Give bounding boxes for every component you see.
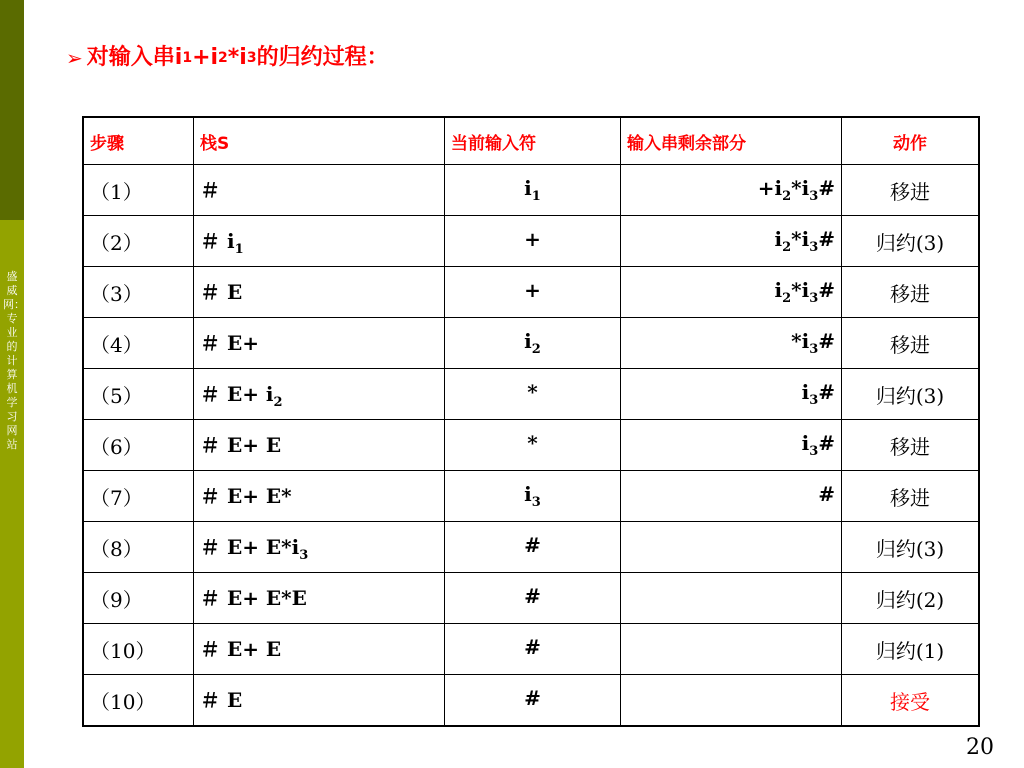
step-cell — [83, 165, 194, 216]
table-row — [83, 573, 979, 624]
remaining-input-cell — [621, 471, 842, 522]
step-cell — [83, 471, 194, 522]
step-label: （6） — [90, 434, 143, 459]
stack-cell — [194, 267, 445, 318]
table-header-row — [83, 117, 979, 165]
rest-part: # — [818, 482, 835, 506]
step-cell — [83, 318, 194, 369]
header-stack: 栈S — [194, 117, 445, 165]
action-cell — [842, 165, 980, 216]
stack-subscript: 1 — [234, 242, 244, 257]
title-prefix: 对输入串i — [86, 45, 183, 70]
stack-cell — [194, 471, 445, 522]
rest-part: # — [818, 227, 835, 251]
step-label: （8） — [90, 536, 143, 561]
title-mid-2: *i — [227, 45, 247, 70]
action-label: 移进 — [890, 485, 930, 510]
stack-cell — [194, 573, 445, 624]
stack-subscript: 3 — [299, 548, 309, 563]
title-suffix: 的归约过程： — [256, 45, 389, 70]
title-sub-2: 2 — [218, 50, 228, 66]
remaining-input-cell — [621, 624, 842, 675]
stack-label: ＃ E+ E* — [200, 484, 292, 508]
action-label: 归约(3) — [875, 230, 945, 255]
stack-cell — [194, 624, 445, 675]
remaining-input-cell — [621, 573, 842, 624]
remaining-input-cell — [621, 522, 842, 573]
step-label: （2） — [90, 230, 143, 255]
header-remaining-input: 输入串剩余部分 — [621, 117, 842, 165]
rest-subscript: 2 — [782, 240, 792, 255]
stack-cell — [194, 675, 445, 727]
step-label: （5） — [90, 383, 143, 408]
step-cell — [83, 420, 194, 471]
stack-cell — [194, 420, 445, 471]
input-label: # — [524, 686, 541, 710]
step-label: （7） — [90, 485, 143, 510]
input-label: # — [524, 635, 541, 659]
remaining-input-cell — [621, 318, 842, 369]
current-input-cell — [445, 471, 621, 522]
action-label: 移进 — [890, 281, 930, 306]
rest-part: # — [818, 278, 835, 302]
table-row — [83, 675, 979, 727]
action-label: 归约(3) — [875, 383, 945, 408]
action-label: 接受 — [890, 689, 930, 714]
stack-label: ＃ E+ E*E — [200, 586, 307, 610]
rest-part: *i — [791, 176, 810, 200]
input-label: + — [524, 278, 541, 302]
action-cell — [842, 624, 980, 675]
step-cell — [83, 675, 194, 727]
current-input-cell — [445, 573, 621, 624]
step-cell — [83, 369, 194, 420]
header-step: 步骤 — [83, 117, 194, 165]
current-input-cell — [445, 624, 621, 675]
step-label: （1） — [90, 179, 143, 204]
stack-label: ＃ E+ E*i — [200, 535, 300, 559]
action-cell — [842, 369, 980, 420]
table-row — [83, 624, 979, 675]
step-label: （10） — [90, 689, 156, 714]
rest-part: # — [818, 176, 835, 200]
slide-title — [66, 38, 389, 78]
rest-part: i — [774, 278, 783, 302]
action-cell — [842, 471, 980, 522]
action-cell — [842, 573, 980, 624]
input-label: i — [524, 482, 532, 506]
stack-subscript: 2 — [273, 395, 283, 410]
action-cell — [842, 267, 980, 318]
current-input-cell — [445, 165, 621, 216]
rest-part: *i — [791, 278, 810, 302]
step-label: （3） — [90, 281, 143, 306]
stack-label: ＃ — [200, 178, 220, 202]
table-row — [83, 267, 979, 318]
current-input-cell — [445, 522, 621, 573]
rest-subscript: 3 — [809, 342, 819, 357]
rest-part: # — [818, 329, 835, 353]
rest-part: # — [818, 380, 835, 404]
rest-subscript: 2 — [782, 189, 792, 204]
table-row — [83, 165, 979, 216]
table-row — [83, 369, 979, 420]
remaining-input-cell — [621, 369, 842, 420]
input-label: * — [527, 380, 538, 404]
rest-subscript: 3 — [809, 444, 819, 459]
input-label: # — [524, 584, 541, 608]
action-label: 归约(3) — [875, 536, 945, 561]
title-sub-1: 1 — [182, 50, 193, 66]
rest-part: i — [801, 380, 810, 404]
action-cell — [842, 522, 980, 573]
current-input-cell — [445, 318, 621, 369]
step-label: （10） — [90, 638, 156, 663]
input-label: * — [527, 431, 538, 455]
action-cell — [842, 675, 980, 727]
title-sub-3: 3 — [246, 50, 257, 66]
current-input-cell — [445, 216, 621, 267]
current-input-cell — [445, 369, 621, 420]
header-action: 动作 — [842, 117, 980, 165]
remaining-input-cell — [621, 420, 842, 471]
table-row — [83, 522, 979, 573]
step-cell — [83, 267, 194, 318]
step-label: （4） — [90, 332, 143, 357]
title-mid-1: +i — [192, 45, 219, 70]
remaining-input-cell — [621, 267, 842, 318]
rest-subscript: 3 — [809, 291, 819, 306]
rest-part: *i — [791, 329, 810, 353]
step-cell — [83, 573, 194, 624]
action-label: 移进 — [890, 332, 930, 357]
input-subscript: 1 — [531, 189, 541, 204]
sidebar-dark-band — [0, 0, 24, 220]
input-label: # — [524, 533, 541, 557]
input-subscript: 2 — [531, 342, 541, 357]
page-number: 20 — [966, 735, 994, 760]
stack-cell — [194, 216, 445, 267]
input-label: + — [524, 227, 541, 251]
stack-cell — [194, 369, 445, 420]
step-cell — [83, 522, 194, 573]
rest-part: +i — [757, 176, 783, 200]
stack-label: ＃ E — [200, 280, 243, 304]
action-label: 归约(1) — [875, 638, 945, 663]
input-label: i — [524, 329, 532, 353]
rest-part: *i — [791, 227, 810, 251]
current-input-cell — [445, 267, 621, 318]
remaining-input-cell — [621, 675, 842, 727]
stack-label: ＃ E+ — [200, 331, 259, 355]
rest-subscript: 3 — [809, 240, 819, 255]
table-row — [83, 420, 979, 471]
action-cell — [842, 216, 980, 267]
reduction-table — [82, 116, 980, 727]
rest-part: i — [801, 431, 810, 455]
rest-subscript: 3 — [809, 189, 819, 204]
action-label: 移进 — [890, 434, 930, 459]
stack-label: ＃ E+ i — [200, 382, 274, 406]
action-cell — [842, 420, 980, 471]
table-row — [83, 471, 979, 522]
sidebar — [0, 0, 24, 768]
header-current-input: 当前输入符 — [445, 117, 621, 165]
current-input-cell — [445, 675, 621, 727]
arrow-bullet-icon: ➢ — [66, 46, 83, 70]
stack-label: ＃ E+ E — [200, 433, 282, 457]
step-cell — [83, 216, 194, 267]
action-label: 归约(2) — [875, 587, 945, 612]
rest-subscript: 2 — [782, 291, 792, 306]
step-label: （9） — [90, 587, 143, 612]
stack-cell — [194, 522, 445, 573]
step-cell — [83, 624, 194, 675]
remaining-input-cell — [621, 216, 842, 267]
stack-label: ＃ E+ E — [200, 637, 282, 661]
table-row — [83, 216, 979, 267]
stack-label: ＃ E — [200, 688, 243, 712]
input-subscript: 3 — [531, 495, 541, 510]
input-label: i — [524, 176, 532, 200]
stack-label: ＃ i — [200, 229, 235, 253]
sidebar-vertical-text: 盛威网：专业的计算机学习网站 — [3, 270, 25, 451]
stack-cell — [194, 165, 445, 216]
rest-part: # — [818, 431, 835, 455]
current-input-cell — [445, 420, 621, 471]
table-row — [83, 318, 979, 369]
action-label: 移进 — [890, 179, 930, 204]
rest-part: i — [774, 227, 783, 251]
rest-subscript: 3 — [809, 393, 819, 408]
action-cell — [842, 318, 980, 369]
remaining-input-cell — [621, 165, 842, 216]
stack-cell — [194, 318, 445, 369]
